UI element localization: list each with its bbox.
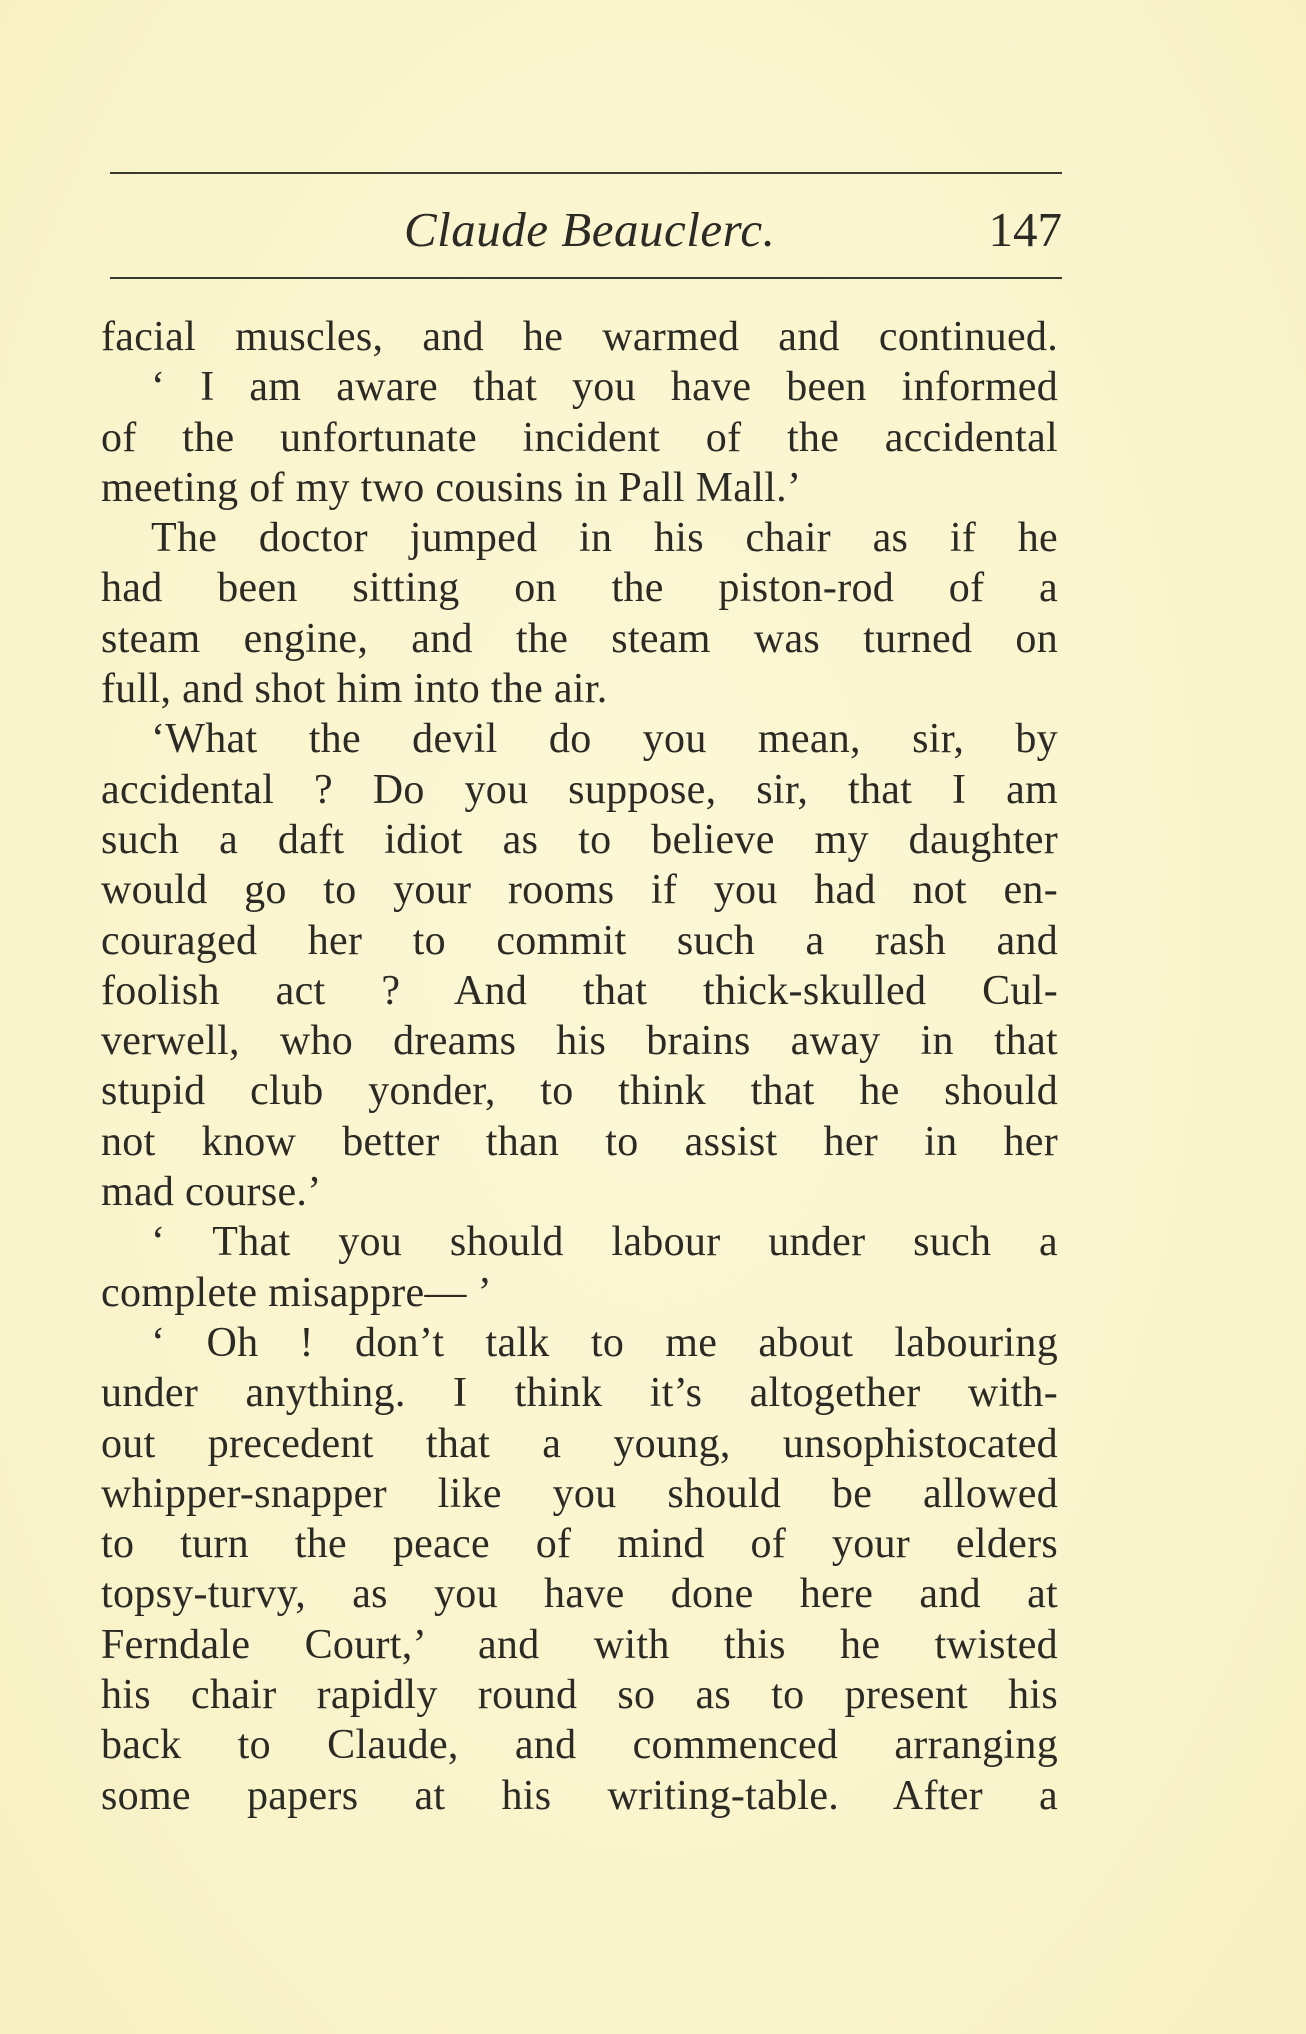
text-line: out precedent that a young, unsophistocated xyxy=(101,1420,1058,1467)
text-line: stupid club yonder, to think that he should xyxy=(101,1068,1058,1115)
text-line: back to Claude, and commenced arranging xyxy=(101,1722,1058,1769)
page-number: 147 xyxy=(988,202,1062,257)
text-line: topsy-turvy, as you have done here and at xyxy=(101,1571,1058,1618)
text-line: accidental ? Do you suppose, sir, that I am xyxy=(101,766,1058,813)
text-line: steam engine, and the steam was turned on xyxy=(101,615,1058,662)
text-line: foolish act ? And that thick-skulled Cul- xyxy=(101,967,1058,1014)
text-line: whipper-snapper like you should be allowed xyxy=(101,1470,1058,1517)
text-line: mad course.’ xyxy=(101,1169,322,1216)
text-line: ‘What the devil do you mean, sir, by xyxy=(151,716,1058,763)
body-text xyxy=(101,312,1058,1821)
text-line: meeting of my two cousins in Pall Mall.’ xyxy=(101,464,802,511)
header-rule-top xyxy=(110,172,1062,174)
text-line: some papers at his writing-table. After a xyxy=(101,1772,1058,1819)
running-title: Claude Beauclerc. xyxy=(404,202,776,257)
text-line: complete misappre— ’ xyxy=(101,1269,492,1316)
text-line: such a daft idiot as to believe my daughter xyxy=(101,816,1058,863)
text-line: The doctor jumped in his chair as if he xyxy=(151,515,1058,562)
text-line: ‘ Oh ! don’t talk to me about labouring xyxy=(151,1319,1058,1366)
text-line: not know better than to assist her in her xyxy=(101,1118,1058,1165)
text-line: under anything. I think it’s altogether with- xyxy=(101,1370,1058,1417)
text-line: would go to your rooms if you had not en- xyxy=(101,867,1058,914)
text-line: ‘ I am aware that you have been informed xyxy=(151,364,1058,411)
text-line: ‘ That you should labour under such a xyxy=(151,1219,1058,1266)
text-line: his chair rapidly round so as to present his xyxy=(101,1672,1058,1719)
text-line: couraged her to commit such a rash and xyxy=(101,917,1058,964)
running-head xyxy=(110,200,1062,260)
text-line: full, and shot him into the air. xyxy=(101,666,608,713)
header-rule-bottom xyxy=(110,277,1062,279)
text-line: verwell, who dreams his brains away in that xyxy=(101,1018,1058,1065)
text-line: of the unfortunate incident of the accidental xyxy=(101,414,1058,461)
text-line: Ferndale Court,’ and with this he twisted xyxy=(101,1621,1058,1668)
text-line: to turn the peace of mind of your elders xyxy=(101,1521,1058,1568)
text-line: had been sitting on the piston-rod of a xyxy=(101,565,1058,612)
text-line: facial muscles, and he warmed and continued. xyxy=(101,314,1058,360)
